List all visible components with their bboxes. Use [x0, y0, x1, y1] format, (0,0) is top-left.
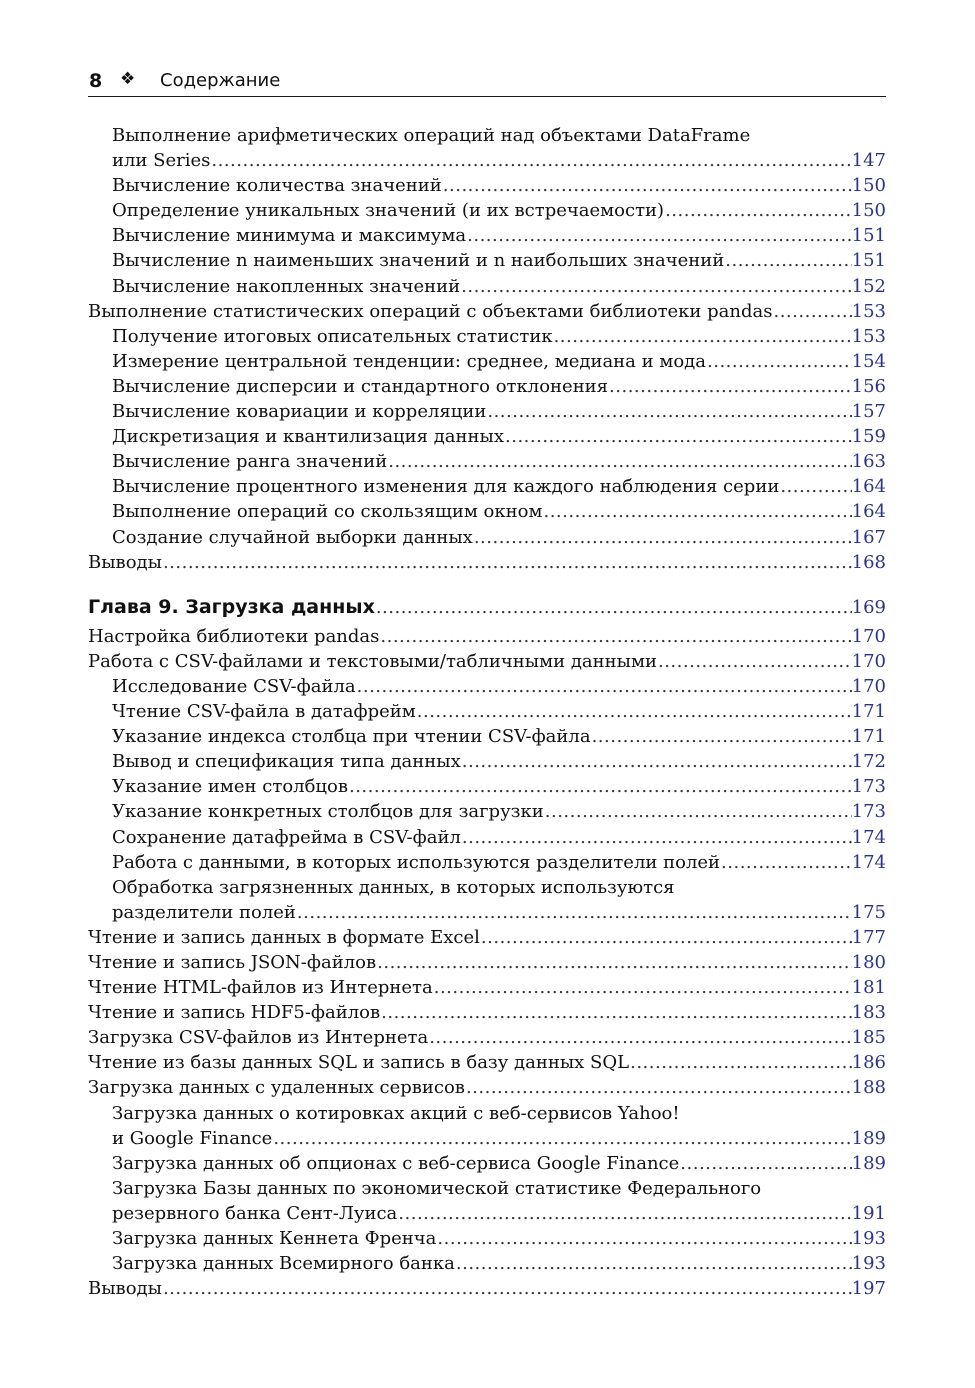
toc-entry[interactable] [88, 474, 886, 499]
entry-title: Выводы [88, 551, 162, 573]
page-ref: 147 [851, 150, 886, 172]
toc-entry[interactable] [88, 1000, 886, 1025]
dot-leader [772, 299, 851, 324]
entry-title: Загрузка данных с удаленных сервисов [88, 1077, 465, 1099]
page-ref: 151 [851, 225, 886, 247]
toc-entry[interactable] [88, 223, 886, 248]
toc-entry[interactable] [88, 825, 886, 850]
toc-entry[interactable] [88, 324, 886, 349]
entry-title: Глава 9. Загрузка данных [88, 595, 375, 618]
page-ref: 151 [851, 250, 886, 272]
entry-title: Чтение из базы данных SQL и запись в базу данных SQL [88, 1052, 630, 1074]
entry-title: Выводы [88, 1278, 162, 1300]
page-ref: 193 [851, 1228, 886, 1250]
toc-entry[interactable] [88, 774, 886, 799]
toc-entry[interactable] [88, 274, 886, 299]
dot-leader [162, 1276, 852, 1301]
running-title: Содержание [160, 70, 281, 91]
toc-entry[interactable] [88, 399, 886, 424]
dot-leader [442, 173, 852, 198]
dot-leader [544, 799, 852, 824]
entry-title: Вычисление ковариации и корреляции [112, 401, 487, 423]
page-ref: 188 [851, 1077, 886, 1099]
entry-title: Загрузка CSV-файлов из Интернета [88, 1027, 429, 1049]
dot-leader [465, 1075, 852, 1100]
entry-title: Вычисление количества значений [112, 175, 442, 197]
dot-leader [379, 624, 851, 649]
entry-title: Вывод и спецификация типа данных [112, 751, 461, 773]
toc-entry[interactable] [88, 248, 886, 273]
entry-title: Сохранение датафрейма в CSV-файл [112, 826, 461, 848]
page-ref: 174 [851, 826, 886, 848]
page-ref: 185 [851, 1027, 886, 1049]
entry-title: Выполнение статистических операций с объектами библиотеки pandas [88, 300, 773, 322]
dot-leader [162, 550, 852, 575]
dot-leader [348, 774, 852, 799]
page-ref: 174 [851, 851, 886, 873]
toc-entry [88, 875, 886, 900]
page-ref: 168 [851, 551, 886, 573]
toc-entry[interactable] [88, 1025, 886, 1050]
dot-leader [461, 749, 852, 774]
toc-entry[interactable] [88, 925, 886, 950]
entry-title: Загрузка данных Кеннета Френча [112, 1228, 437, 1250]
toc-entry [88, 123, 886, 148]
toc-entry[interactable] [88, 525, 886, 550]
entry-title: Чтение и запись данных в формате Excel [88, 926, 480, 948]
toc-entry[interactable] [88, 850, 886, 875]
dot-leader [466, 223, 852, 248]
dot-leader [629, 1050, 852, 1075]
entry-title: Вычисление процентного изменения для каждого наблюдения серии [112, 476, 780, 498]
dot-leader [387, 449, 851, 474]
toc-entry[interactable] [88, 950, 886, 975]
page-ref: 154 [851, 350, 886, 372]
entry-title: Работа с данными, в которых используются разделители полей [112, 851, 721, 873]
dot-leader [473, 525, 852, 550]
dot-leader [433, 975, 852, 1000]
page-ref: 159 [851, 426, 886, 448]
dot-leader [679, 1151, 851, 1176]
dot-leader [720, 850, 852, 875]
page-ref: 152 [851, 275, 886, 297]
dot-leader [272, 1126, 851, 1151]
toc-entry[interactable] [88, 799, 886, 824]
page-ref: 172 [851, 751, 886, 773]
dot-leader [779, 474, 851, 499]
entry-title: Обработка загрязненных данных, в которых используются [112, 876, 675, 898]
page-ref: 170 [851, 625, 886, 647]
entry-title: Указание конкретных столбцов для загрузки [112, 801, 544, 823]
dot-leader [416, 699, 852, 724]
entry-title: Вычисление дисперсии и стандартного отклонения [112, 375, 609, 397]
toc-entry[interactable] [88, 1050, 886, 1075]
page-ref: 173 [851, 776, 886, 798]
entry-title: Чтение и запись HDF5-файлов [88, 1002, 381, 1024]
toc-entry[interactable] [88, 1276, 886, 1301]
page-ref: 171 [851, 726, 886, 748]
toc-entry[interactable] [88, 424, 886, 449]
dot-leader [724, 248, 851, 273]
entry-title: Вычисление ранга значений [112, 451, 388, 473]
dot-leader [460, 274, 851, 299]
toc-entry[interactable] [88, 1251, 886, 1276]
page-ref: 157 [851, 401, 886, 423]
entry-title: и Google Finance [112, 1127, 273, 1149]
dot-leader [480, 925, 852, 950]
chapter-entry[interactable] [88, 595, 886, 620]
entry-title: Загрузка данных об опционах с веб-сервиса Google Finance [112, 1152, 680, 1174]
dot-leader [376, 950, 852, 975]
dot-leader [542, 499, 851, 524]
entry-title: или Series [112, 150, 211, 172]
dot-leader [706, 349, 852, 374]
toc-entry[interactable] [88, 975, 886, 1000]
entry-title: Вычисление n наименьших значений и n наибольших значений [112, 250, 725, 272]
dot-leader [397, 1201, 851, 1226]
dot-leader [461, 825, 852, 850]
page-ref: 153 [851, 300, 886, 322]
toc-entry[interactable] [88, 900, 886, 925]
entry-title: разделители полей [112, 901, 296, 923]
page-ref: 170 [851, 650, 886, 672]
page-ref: 164 [851, 476, 886, 498]
dot-leader [608, 374, 852, 399]
toc-entry[interactable] [88, 1126, 886, 1151]
entry-title: Настройка библиотеки pandas [88, 625, 380, 647]
page-ref: 181 [851, 977, 886, 999]
entry-title: Чтение CSV-файла в датафрейм [112, 701, 416, 723]
toc-entry[interactable] [88, 148, 886, 173]
entry-title: Выполнение операций со скользящим окном [112, 501, 543, 523]
page-ref: 189 [851, 1152, 886, 1174]
page-ref: 173 [851, 801, 886, 823]
entry-title: Указание имен столбцов [112, 776, 348, 798]
running-header [88, 68, 886, 97]
toc-entry[interactable] [88, 649, 886, 674]
toc-entry[interactable] [88, 624, 886, 649]
dot-leader [428, 1025, 851, 1050]
ornament-icon: ❖ [120, 69, 136, 89]
entry-title: Загрузка Базы данных по экономической статистике Федерального [112, 1177, 762, 1199]
page-ref: 193 [851, 1253, 886, 1275]
toc-entry[interactable] [88, 674, 886, 699]
toc-entry[interactable] [88, 299, 886, 324]
toc-entry[interactable] [88, 349, 886, 374]
toc-entry[interactable] [88, 1151, 886, 1176]
page-ref: 177 [851, 926, 886, 948]
page-ref: 186 [851, 1052, 886, 1074]
entry-title: Работа с CSV-файлами и текстовыми/табличными данными [88, 650, 657, 672]
dot-leader [455, 1251, 852, 1276]
page-ref: 183 [851, 1002, 886, 1024]
page-ref: 150 [851, 175, 886, 197]
toc-entry [88, 1176, 886, 1201]
entry-title: Чтение и запись JSON-файлов [88, 952, 377, 973]
entry-title: Вычисление минимума и максимума [112, 225, 467, 247]
dot-leader [504, 424, 852, 449]
page-ref: 171 [851, 701, 886, 723]
entry-title: Получение итоговых описательных статистик [112, 325, 553, 347]
toc-entry[interactable] [88, 550, 886, 575]
dot-leader [657, 649, 852, 674]
dot-leader [375, 595, 852, 620]
toc-entry[interactable] [88, 1075, 886, 1100]
entry-title: Загрузка данных о котировках акций с веб-сервисов Yahoo! [112, 1102, 680, 1124]
table-of-contents [88, 123, 886, 1301]
toc-entry[interactable] [88, 198, 886, 223]
toc-entry[interactable] [88, 449, 886, 474]
dot-leader [210, 148, 851, 173]
page-ref: 153 [851, 325, 886, 347]
entry-title: Исследование CSV-файла [112, 675, 356, 697]
entry-title: Определение уникальных значений (и их встречаемости) [112, 200, 665, 222]
entry-title: резервного банка Сент-Луиса [112, 1202, 398, 1224]
toc-entry[interactable] [88, 1201, 886, 1226]
page-ref: 164 [851, 501, 886, 523]
toc-entry[interactable] [88, 724, 886, 749]
entry-title: Создание случайной выборки данных [112, 526, 473, 548]
page-ref: 189 [851, 1127, 886, 1149]
toc-entry [88, 1101, 886, 1126]
dot-leader [296, 900, 852, 925]
page-ref: 150 [851, 200, 886, 222]
page-ref: 163 [851, 451, 886, 473]
entry-title: Чтение HTML-файлов из Интернета [88, 977, 433, 999]
entry-title: Дискретизация и квантилизация данных [112, 426, 504, 448]
entry-title: Указание индекса столбца при чтении CSV-файла [112, 726, 591, 748]
toc-entry[interactable] [88, 699, 886, 724]
dot-leader [553, 324, 852, 349]
page-ref: 169 [851, 596, 886, 618]
dot-leader [380, 1000, 852, 1025]
dot-leader [486, 399, 851, 424]
page-ref: 167 [851, 526, 886, 548]
dot-leader [436, 1226, 851, 1251]
dot-leader [664, 198, 852, 223]
page-number: 8 [89, 70, 103, 92]
toc-entry[interactable] [88, 173, 886, 198]
entry-title: Вычисление накопленных значений [112, 275, 461, 297]
page-ref: 170 [851, 675, 886, 697]
toc-entry[interactable] [88, 499, 886, 524]
toc-entry[interactable] [88, 749, 886, 774]
toc-entry[interactable] [88, 1226, 886, 1251]
page-ref: 191 [851, 1202, 886, 1224]
page-ref: 156 [851, 375, 886, 397]
entry-title: Загрузка данных Всемирного банка [112, 1253, 455, 1275]
entry-title: Выполнение арифметических операций над объектами DataFrame [112, 125, 751, 146]
page-ref: 197 [851, 1278, 886, 1300]
dot-leader [591, 724, 852, 749]
dot-leader [356, 674, 852, 699]
toc-entry[interactable] [88, 374, 886, 399]
page-ref: 180 [851, 952, 886, 973]
entry-title: Измерение центральной тенденции: среднее, медиана и мода [112, 350, 706, 372]
page-ref: 175 [851, 901, 886, 923]
